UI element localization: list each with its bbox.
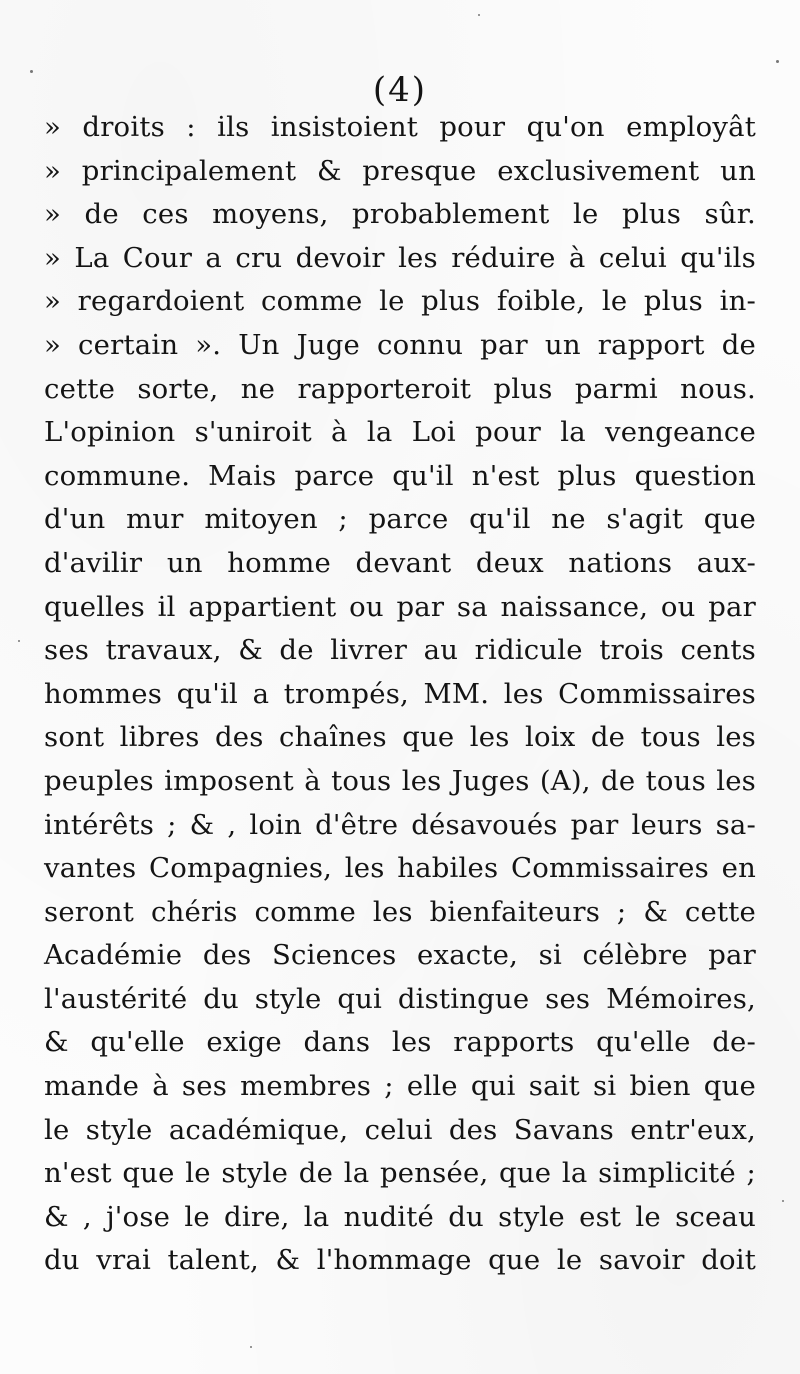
ink-speck [250,1346,252,1348]
ink-speck [776,60,779,63]
text-line: du vrai talent, & l'hommage que le savoir doit [44,1244,756,1277]
text-line: & qu'elle exige dans les rapports qu'elle de- [44,1026,756,1059]
text-line: seront chéris comme les bienfaiteurs ; & cette [44,895,756,928]
text-line: l'austérité du style qui distingue ses Mémoires, [44,982,756,1015]
text-line: vantes Compagnies, les habiles Commissaires en [44,852,756,885]
text-line: d'avilir un homme devant deux nations aux- [44,546,756,579]
text-line: mande à ses membres ; elle qui sait si bien que [44,1070,756,1103]
ink-speck [18,640,20,642]
text-line: le style académique, celui des Savans entr'eux, [44,1113,756,1146]
page-number: (4) [372,70,428,110]
ink-speck [782,1200,784,1202]
text-line: sont libres des chaînes que les loix de tous les [44,721,756,754]
text-line: » droits : ils insistoient pour qu'on employât [44,111,756,143]
text-line: d'un mur mitoyen ; parce qu'il ne s'agit que [44,503,756,536]
text-line: hommes qu'il a trompés, MM. les Commissaires [44,677,756,710]
text-line: ses travaux, & de livrer au ridicule trois cents [44,634,756,667]
text-line: » de ces moyens, probablement le plus sûr. [44,198,756,231]
text-line: » La Cour a cru devoir les réduire à celui qu'ils [44,241,756,274]
ink-speck [478,14,480,16]
text-line: » principalement & presque exclusivement un [44,154,756,187]
text-line: intérêts ; & , loin d'être désavoués par leurs sa- [44,808,756,841]
text-line: L'opinion s'uniroit à la Loi pour la vengeance [44,416,756,449]
text-line: cette sorte, ne rapporteroit plus parmi nous. [44,372,756,405]
text-line: » certain ». Un Juge connu par un rapport de [44,328,756,361]
text-line: Académie des Sciences exacte, si célèbre par [44,939,756,972]
body-text [44,106,756,1283]
text-line: & , j'ose le dire, la nudité du style est le sceau [44,1200,756,1233]
text-line: n'est que le style de la pensée, que la simplicité ; [44,1157,756,1190]
text-line: quelles il appartient ou par sa naissance, ou par [44,590,756,623]
text-line: peuples imposent à tous les Juges (A), de tous les [44,764,756,797]
text-line: commune. Mais parce qu'il n'est plus question [44,459,756,492]
text-line: » regardoient comme le plus foible, le plus in- [44,285,756,318]
